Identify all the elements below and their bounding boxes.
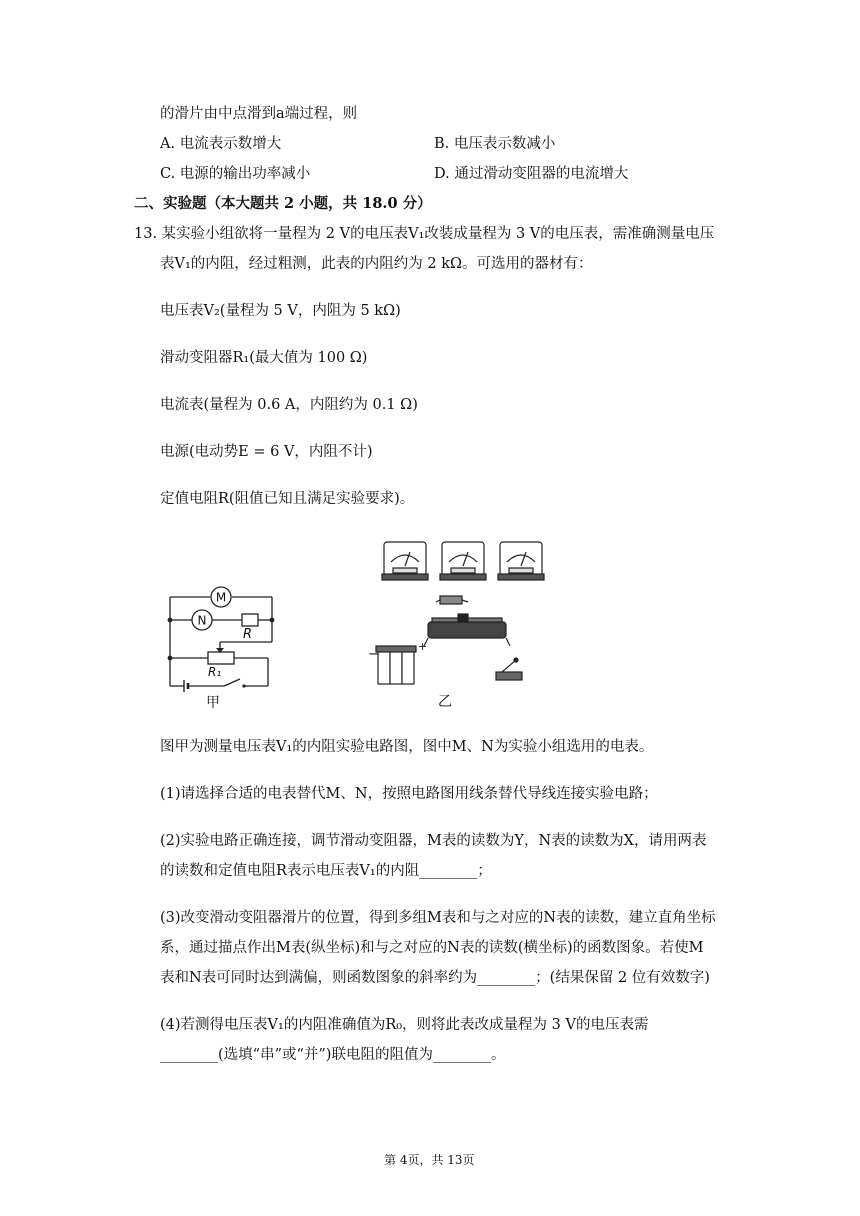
figure-jia-caption: 甲 bbox=[206, 695, 220, 711]
switch-icon bbox=[496, 658, 522, 680]
meter-m-label: M bbox=[215, 590, 227, 605]
q13-intro-line1: 13. 某实验小组欲将一量程为 2 V的电压表V₁改装成量程为 3 V的电压表，需准确测量电压 bbox=[134, 226, 715, 242]
resistor-r-label: R bbox=[243, 627, 253, 642]
equipment-drawing-yi bbox=[360, 532, 560, 712]
figure-yi-caption: 乙 bbox=[438, 694, 452, 710]
material-voltmeter-v2: 电压表V₂(量程为 5 V，内阻为 5 kΩ) bbox=[160, 303, 401, 319]
material-power-source: 电源(电动势E = 6 V，内阻不计) bbox=[160, 444, 373, 460]
q13-figure-description: 图甲为测量电压表V₁的内阻实验电路图，图中M、N为实验小组选用的电表。 bbox=[160, 739, 654, 755]
option-a: A. 电流表示数增大 bbox=[160, 136, 282, 152]
q13-intro-line2: 表V₁的内阻，经过粗测，此表的内阻约为 2 kΩ。可选用的器材有： bbox=[160, 256, 593, 272]
battery-minus-label: − bbox=[368, 647, 379, 662]
meter-icon bbox=[498, 542, 544, 580]
q13-part4-line1: (4)若测得电压表V₁的内阻准确值为R₀，则将此表改成量程为 3 V的电压表需 bbox=[160, 1017, 649, 1033]
material-resistor-r: 定值电阻R(阻值已知且满足实验要求)。 bbox=[160, 491, 415, 507]
resistor-icon bbox=[436, 596, 468, 604]
question-continuation: 的滑片由中点滑到a端过程，则 bbox=[160, 106, 358, 122]
option-d: D. 通过滑动变阻器的电流增大 bbox=[434, 166, 629, 182]
meter-icon bbox=[382, 542, 428, 580]
meter-n-label: N bbox=[197, 613, 207, 628]
meter-icon bbox=[440, 542, 486, 580]
battery-plus-label: + bbox=[418, 640, 428, 653]
q13-part3-line1: (3)改变滑动变阻器滑片的位置，得到多组M表和与之对应的N表的读数，建立直角坐标 bbox=[160, 910, 716, 926]
section-title: 二、实验题（本大题共 2 小题，共 18.0 分） bbox=[134, 195, 432, 212]
rheostat-icon bbox=[424, 614, 510, 646]
q13-part4-line2: ________(选填“串”或“并”)联电阻的阻值为________。 bbox=[160, 1047, 506, 1063]
option-b: B. 电压表示数减小 bbox=[434, 136, 556, 152]
option-c: C. 电源的输出功率减小 bbox=[160, 166, 311, 182]
battery-icon bbox=[376, 646, 416, 684]
q13-part3-line3: 表和N表可同时达到满偏，则函数图象的斜率约为________；(结果保留 2 位有效数字) bbox=[160, 970, 710, 986]
material-rheostat-r1: 滑动变阻器R₁(最大值为 100 Ω) bbox=[160, 350, 368, 366]
q13-part3-line2: 系，通过描点作出M表(纵坐标)和与之对应的N表的读数(横坐标)的函数图象。若使M bbox=[160, 940, 704, 956]
circuit-diagram-jia bbox=[150, 580, 290, 712]
q13-part1: (1)请选择合适的电表替代M、N，按照电路图用线条替代导线连接实验电路； bbox=[160, 786, 658, 802]
material-ammeter: 电流表(量程为 0.6 A，内阻约为 0.1 Ω) bbox=[160, 397, 418, 413]
rheostat-r1-label: R₁ bbox=[208, 665, 222, 679]
q13-part2-line2: 的读数和定值电阻R表示电压表V₁的内阻________； bbox=[160, 863, 492, 879]
page-footer: 第 4页，共 13页 bbox=[384, 1153, 475, 1167]
q13-part2-line1: (2)实验电路正确连接，调节滑动变阻器，M表的读数为Y，N表的读数为X，请用两表 bbox=[160, 833, 707, 849]
